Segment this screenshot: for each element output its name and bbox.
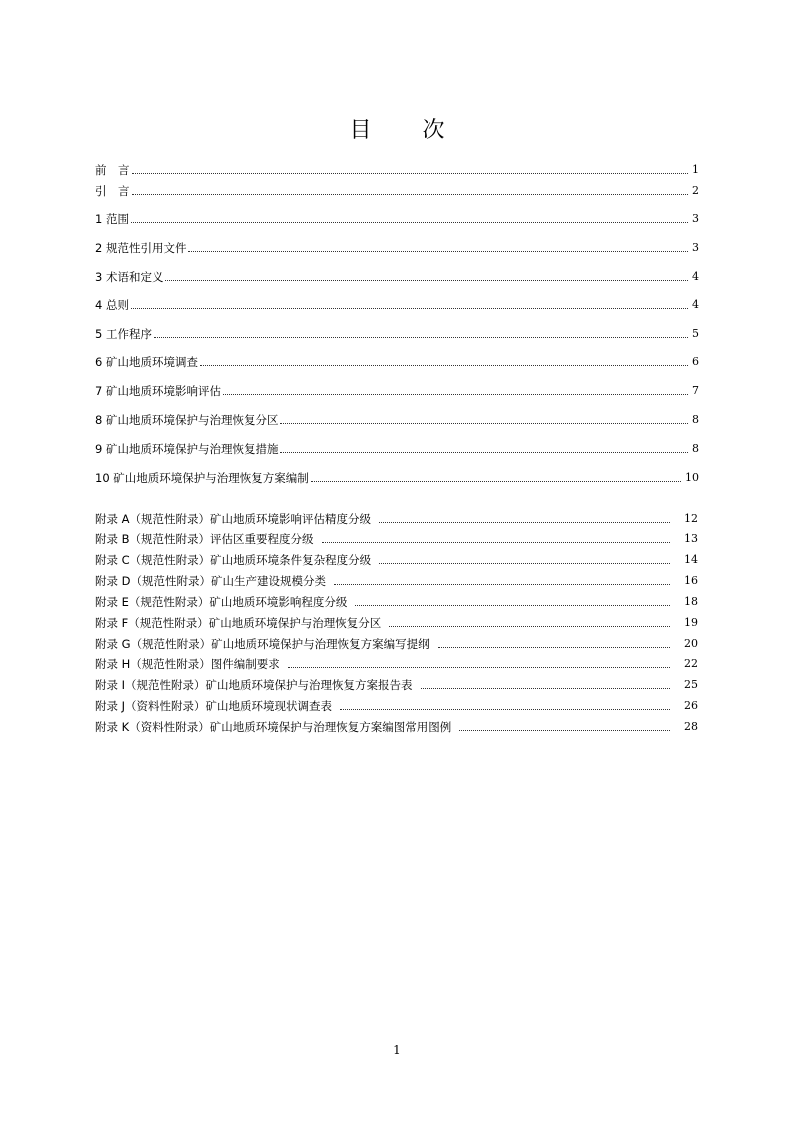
toc-leader-dots: [311, 480, 681, 482]
toc-page-number: 7: [692, 384, 699, 397]
toc-annex-h[interactable]: [95, 656, 698, 672]
toc-entry-label: 4 总则: [95, 298, 129, 312]
toc-entry-label: 引 言: [95, 184, 130, 198]
toc-entry-scope[interactable]: [95, 211, 699, 227]
toc-page-number: 4: [692, 298, 699, 311]
toc-entry-zoning[interactable]: [95, 412, 699, 428]
toc-page-number: 19: [684, 616, 698, 629]
toc-entry-procedure[interactable]: [95, 326, 699, 342]
toc-entry-survey[interactable]: [95, 354, 699, 370]
toc-leader-dots: [132, 193, 689, 195]
toc-entry-foreword[interactable]: [95, 162, 699, 178]
page-footer-number: 1: [393, 1043, 401, 1057]
toc-page-number: 25: [684, 678, 698, 691]
toc-leader-dots: [355, 604, 670, 606]
toc-entry-label: 附录 H（规范性附录）图件编制要求: [95, 657, 280, 671]
toc-entry-normative-references[interactable]: [95, 240, 699, 256]
toc-page-number: 5: [692, 327, 699, 340]
toc-annex-d[interactable]: [95, 573, 698, 589]
toc-leader-dots: [280, 451, 688, 453]
toc-page-number: 3: [692, 212, 699, 225]
toc-entry-label: 附录 B（规范性附录）评估区重要程度分级: [95, 532, 314, 546]
toc-page-number: 8: [692, 442, 699, 455]
toc-annex-k[interactable]: [95, 719, 698, 735]
toc-leader-dots: [438, 646, 670, 648]
toc-annex-c[interactable]: [95, 552, 698, 568]
toc-page-number: 6: [692, 355, 699, 368]
toc-annex-g[interactable]: [95, 636, 698, 652]
toc-entry-label: 1 范围: [95, 212, 129, 226]
toc-page-number: 4: [692, 270, 699, 283]
toc-leader-dots: [200, 364, 688, 366]
toc-leader-dots: [459, 729, 670, 731]
toc-entry-label: 5 工作程序: [95, 327, 152, 341]
toc-leader-dots: [288, 666, 670, 668]
toc-page-number: 13: [684, 532, 698, 545]
toc-page-number: 12: [684, 512, 698, 525]
toc-entry-label: 附录 A（规范性附录）矿山地质环境影响评估精度分级: [95, 512, 372, 526]
toc-leader-dots: [389, 625, 670, 627]
toc-leader-dots: [132, 172, 689, 174]
toc-entry-general[interactable]: [95, 297, 699, 313]
toc-entry-label: 7 矿山地质环境影响评估: [95, 384, 221, 398]
toc-page-number: 20: [684, 637, 698, 650]
toc-leader-dots: [340, 708, 670, 710]
toc-leader-dots: [379, 562, 670, 564]
toc-leader-dots: [421, 687, 670, 689]
toc-page-number: 28: [684, 720, 698, 733]
toc-entry-impact-assessment[interactable]: [95, 383, 699, 399]
toc-entry-label: 前 言: [95, 163, 130, 177]
toc-leader-dots: [322, 541, 670, 543]
toc-page-number: 26: [684, 699, 698, 712]
toc-leader-dots: [131, 221, 688, 223]
toc-entry-label: 附录 C（规范性附录）矿山地质环境条件复杂程度分级: [95, 553, 372, 567]
toc-leader-dots: [188, 250, 688, 252]
toc-leader-dots: [154, 336, 688, 338]
toc-entry-terms[interactable]: [95, 269, 699, 285]
toc-page-number: 22: [684, 657, 698, 670]
toc-page-number: 2: [692, 184, 699, 197]
toc-leader-dots: [131, 307, 688, 309]
toc-leader-dots: [223, 393, 688, 395]
toc-entry-label: 附录 G（规范性附录）矿山地质环境保护与治理恢复方案编写提纲: [95, 637, 430, 651]
toc-page-number: 8: [692, 413, 699, 426]
toc-annex-i[interactable]: [95, 677, 698, 693]
toc-entry-measures[interactable]: [95, 441, 699, 457]
toc-entry-label: 附录 I（规范性附录）矿山地质环境保护与治理恢复方案报告表: [95, 678, 413, 692]
toc-entry-label: 3 术语和定义: [95, 270, 164, 284]
toc-entry-label: 10 矿山地质环境保护与治理恢复方案编制: [95, 471, 309, 485]
toc-leader-dots: [165, 279, 688, 281]
toc-annex-f[interactable]: [95, 615, 698, 631]
toc-page-number: 16: [684, 574, 698, 587]
toc-annex-a[interactable]: [95, 511, 698, 527]
toc-entry-label: 附录 K（资料性附录）矿山地质环境保护与治理恢复方案编图常用图例: [95, 720, 452, 734]
toc-entry-label: 附录 F（规范性附录）矿山地质环境保护与治理恢复分区: [95, 616, 382, 630]
toc-page-number: 14: [684, 553, 698, 566]
toc-entry-label: 2 规范性引用文件: [95, 241, 187, 255]
toc-entry-label: 8 矿山地质环境保护与治理恢复分区: [95, 413, 279, 427]
toc-leader-dots: [379, 521, 670, 523]
toc-annex-b[interactable]: [95, 531, 698, 547]
toc-page-number: 3: [692, 241, 699, 254]
toc-entry-label: 9 矿山地质环境保护与治理恢复措施: [95, 442, 279, 456]
toc-page-number: 18: [684, 595, 698, 608]
toc-page-number: 10: [685, 471, 699, 484]
toc-leader-dots: [334, 583, 670, 585]
toc-entry-label: 附录 J（资料性附录）矿山地质环境现状调查表: [95, 699, 333, 713]
toc-annex-e[interactable]: [95, 594, 698, 610]
toc-page-number: 1: [692, 163, 699, 176]
toc-entry-label: 6 矿山地质环境调查: [95, 355, 198, 369]
toc-leader-dots: [280, 422, 688, 424]
toc-entry-label: 附录 D（规范性附录）矿山生产建设规模分类: [95, 574, 327, 588]
toc-entry-label: 附录 E（规范性附录）矿山地质环境影响程度分级: [95, 595, 348, 609]
page-title: 目 次: [349, 118, 467, 143]
toc-annex-j[interactable]: [95, 698, 698, 714]
toc-entry-introduction[interactable]: [95, 183, 699, 199]
toc-entry-plan-compilation[interactable]: [95, 470, 699, 486]
